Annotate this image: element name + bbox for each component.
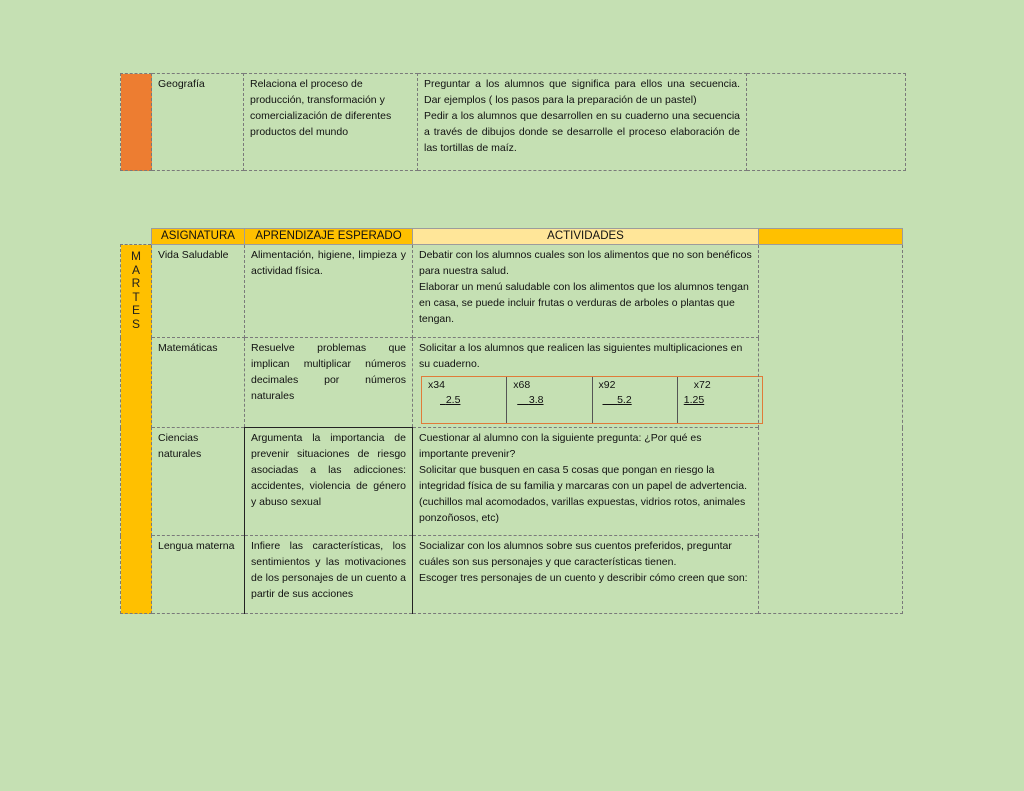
subject-label: Vida Saludable <box>158 249 229 261</box>
notes-cell <box>759 245 903 614</box>
activities-cell <box>413 338 759 428</box>
header-learning: APRENDIZAJE ESPERADO <box>245 229 413 245</box>
day-letter: R <box>131 276 141 290</box>
day-letter: E <box>131 303 140 317</box>
subject-label: Lengua materna <box>158 540 235 552</box>
multiplier: x34 <box>428 379 445 391</box>
learning-cell <box>245 338 413 428</box>
multiplicand: 3.8 <box>528 394 544 406</box>
subject-label: Geografía <box>158 78 205 90</box>
activities-cell <box>413 536 759 614</box>
header-activities: ACTIVIDADES <box>413 229 759 245</box>
table-row <box>121 245 903 338</box>
activity-text: Cuestionar al alumno con la siguiente pregunta: ¿Por qué es importante prevenir? <box>419 432 702 460</box>
activity-text: Socializar con los alumnos sobre sus cuentos preferidos, preguntar cuáles son sus personajes y que características tienen. <box>419 540 732 568</box>
subject-cell <box>152 338 245 428</box>
header-notes <box>759 229 903 245</box>
notes-cell <box>747 74 906 171</box>
martes-plan-table <box>120 228 903 614</box>
day-letter: M <box>131 249 141 263</box>
multiplicand: 1.25 <box>683 394 705 406</box>
activity-text: Elaborar un menú saludable con los alimentos que los alumnos tengan en casa, se puede incluir frutas o verduras de arboles o plantas que tengan. <box>419 281 749 325</box>
activity-text: Debatir con los alumnos cuales son los alimentos que no son benéficos para nuestra salud. <box>419 249 752 277</box>
subject-cell <box>152 428 245 536</box>
top-plan-table <box>120 73 906 171</box>
multiplier: x68 <box>513 379 531 391</box>
table-row <box>121 74 906 171</box>
learning-text: Alimentación, higiene, limpieza y actividad física. <box>251 249 406 277</box>
multiplicand: 2.5 <box>445 394 461 406</box>
learning-cell <box>245 428 413 536</box>
multiplication-item <box>507 377 592 423</box>
subject-label: Matemáticas <box>158 342 218 354</box>
learning-cell <box>244 74 418 171</box>
activity-text: Pedir a los alumnos que desarrollen en su cuaderno una secuencia a través de dibujos donde se desarrolle el proceso elaboración de las tortillas de maíz. <box>424 110 740 154</box>
activity-text: Solicitar que busquen en casa 5 cosas que pongan en riesgo la integridad física de su familia y marcaras con un papel de advertencia. (cuchillos mal acomodados, varillas expuestas, vidrios rotos, animales ponzoñosos, etc) <box>419 464 748 524</box>
multiplication-item <box>422 377 507 423</box>
multiplication-box <box>421 376 763 424</box>
activity-text: Solicitar a los alumnos que realicen las siguientes multiplicaciones en su cuaderno. <box>419 342 743 370</box>
header-spacer <box>121 229 152 245</box>
day-label <box>121 245 152 614</box>
day-letter: S <box>131 316 140 331</box>
day-letter: A <box>131 262 140 277</box>
learning-text: Resuelve problemas que implican multiplicar números decimales por números naturales <box>251 342 406 402</box>
subject-cell <box>152 536 245 614</box>
day-tab <box>121 74 152 171</box>
learning-text: Argumenta la importancia de prevenir situaciones de riesgo asociadas a las adicciones: accidentes, violencia de género y abuso sexual <box>251 432 406 508</box>
subject-cell <box>152 245 245 338</box>
activity-text: Preguntar a los alumnos que significa para ellos una secuencia. Dar ejemplos ( los pasos para la preparación de un pastel) <box>424 78 740 106</box>
activity-text: Escoger tres personajes de un cuento y describir cómo creen que son: <box>419 572 748 584</box>
day-letter: T <box>132 289 140 304</box>
multiplier: x92 <box>598 379 616 391</box>
learning-cell <box>245 245 413 338</box>
header-subject: ASIGNATURA <box>152 229 245 245</box>
learning-text: Relaciona el proceso de producción, transformación y comercialización de diferentes productos del mundo <box>250 78 392 138</box>
multiplier: x72 <box>693 379 711 391</box>
learning-cell <box>245 536 413 614</box>
header-row <box>121 229 903 245</box>
activities-cell <box>413 245 759 338</box>
multiplication-item <box>593 377 678 423</box>
learning-text: Infiere las características, los sentimientos y las motivaciones de los personajes de un cuento a partir de sus acciones <box>251 540 406 600</box>
activities-cell <box>413 428 759 536</box>
multiplication-item <box>678 377 762 423</box>
activities-cell <box>418 74 747 171</box>
subject-label: Ciencias naturales <box>158 432 202 460</box>
multiplicand: 5.2 <box>617 394 632 406</box>
subject-cell <box>152 74 244 171</box>
